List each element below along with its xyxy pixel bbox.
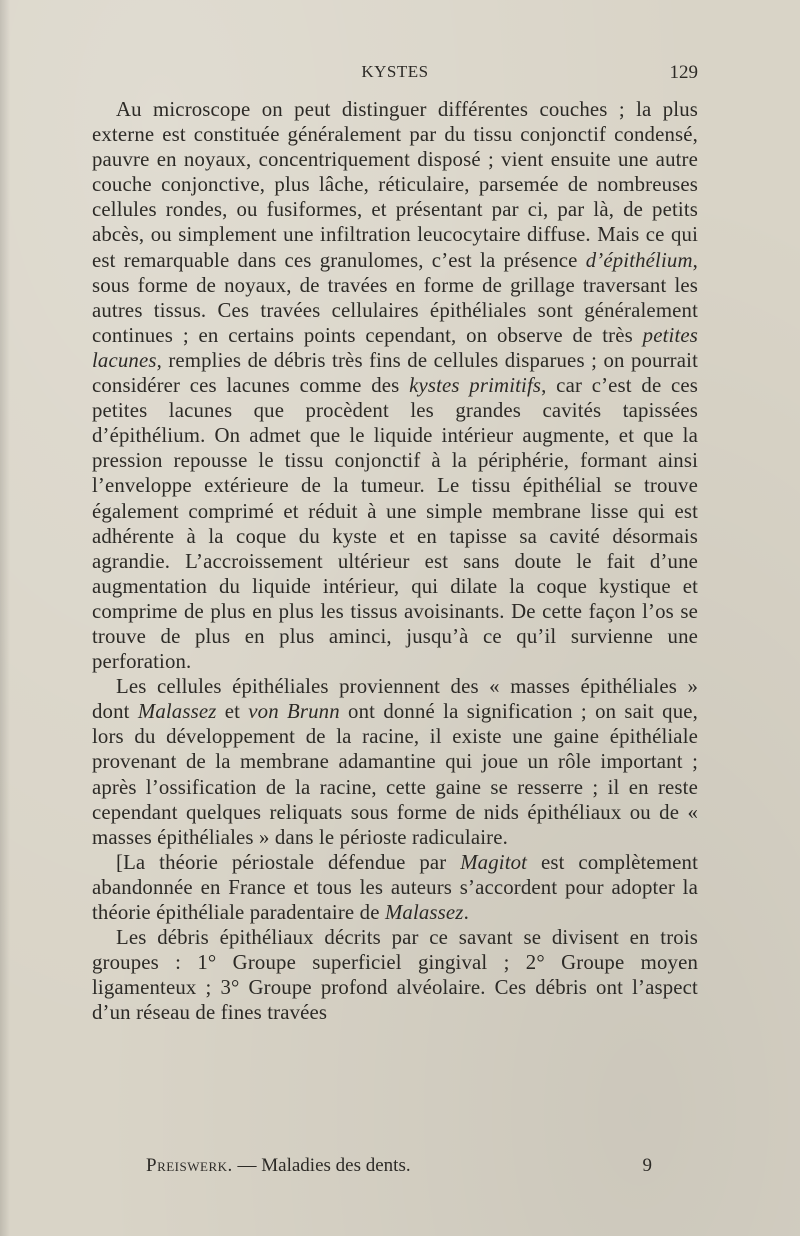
paragraph-2 <box>92 674 698 850</box>
signature-number: 9 <box>642 1155 652 1176</box>
author-name: von Brunn <box>248 700 340 724</box>
page-footer <box>146 1155 652 1183</box>
author-name: Malassez <box>137 700 217 724</box>
text-run: . <box>463 901 469 924</box>
page-spine-shadow <box>0 0 10 1236</box>
footer-author: Preiswerk. <box>146 1155 233 1176</box>
text-run: , sous forme de noyaux, de travées en forme de grillage traversant les autres tissus. Ces travées cellulaires épithéliales sont généralement continues ; en certains points cependant, on observe de très <box>92 248 698 347</box>
paragraph-3 <box>92 850 698 925</box>
italic-term: petites lacunes <box>92 323 698 372</box>
author-name: Magitot <box>460 850 528 874</box>
page-header <box>92 62 698 88</box>
text-run: Les cellules épithéliales proviennent des « masses épithéliales » dont <box>92 675 698 724</box>
footer-separator: — <box>237 1155 257 1176</box>
body-text <box>92 97 698 1025</box>
text-run: et <box>216 700 249 724</box>
footer-book-title: Maladies des dents. <box>261 1155 411 1176</box>
text-run: , remplies de débris très fins de cellules disparues ; on pourrait considérer ces lacunes comme des <box>92 348 698 398</box>
page-number: 129 <box>669 62 698 83</box>
text-run: [La théorie périostale défendue par <box>116 850 461 874</box>
signature-line <box>146 1155 411 1177</box>
text-run: Au microscope on peut distinguer différentes couches ; la plus externe est constituée généralement par du tissu conjonctif condensé, pauvre en noyaux, concentriquement disposé ; vient ensuite une autre couche conjonctive, plus lâche, réticulaire, parsemée de nombreuses cellules rondes, ou fusiformes, et présentant par ci, par là, de petits abcès, ou simplement une infiltration leucocytaire diffuse. Mais ce qui est remarquable dans ces granulomes, c’est la présence <box>92 98 698 272</box>
text-run: Les débris épithéliaux décrits par ce savant se divisent en trois groupes : 1° Groupe superficiel gingival ; 2° Groupe moyen ligamenteux ; 3° Groupe profond alvéolaire. Ces débris ont l’aspect d’un réseau de fines travées <box>92 926 698 1025</box>
text-run: ont donné la signification ; on sait que, lors du développement de la racine, il existe une gaine épithéliale provenant de la membrane adamantine qui joue un rôle important ; après l’ossification de la racine, cette gaine se resserre ; il en reste cependant quelques reliquats sous forme de nids épithéliaux ou de « masses épithéliales » dans le périoste radiculaire. <box>92 700 698 849</box>
italic-term: d’épithélium <box>585 248 693 272</box>
running-head: KYSTES <box>361 62 429 81</box>
paragraph-1 <box>92 97 698 674</box>
author-name: Malassez <box>384 901 464 924</box>
text-run: est complètement abandonnée en France et tous les auteurs s’accordent pour adopter la théorie épithéliale paradentaire de <box>92 850 699 924</box>
italic-term: kystes primitifs <box>409 374 542 398</box>
text-run: , car c’est de ces petites lacunes que procèdent les grandes cavités tapissées d’épithélium. On admet que le liquide intérieur augmente, et que la pression repousse le tissu conjonctif à la périphérie, formant ainsi l’enveloppe extérieure de la tumeur. Le tissu épithélial se trouve également comprimé et réduit à une simple membrane lisse qui est adhérente à la coque du kyste et en tapisse sa cavité désormais agrandie. L’accroissement ultérieur est sans doute le fait d’une augmentation du liquide intérieur, qui dilate la coque kystique et comprime de plus en plus les tissus avoisinants. De cette façon l’os se trouve de plus en plus aminci, jusqu’à ce qu’il survienne une perforation. <box>92 374 699 674</box>
paragraph-4 <box>92 925 698 1025</box>
